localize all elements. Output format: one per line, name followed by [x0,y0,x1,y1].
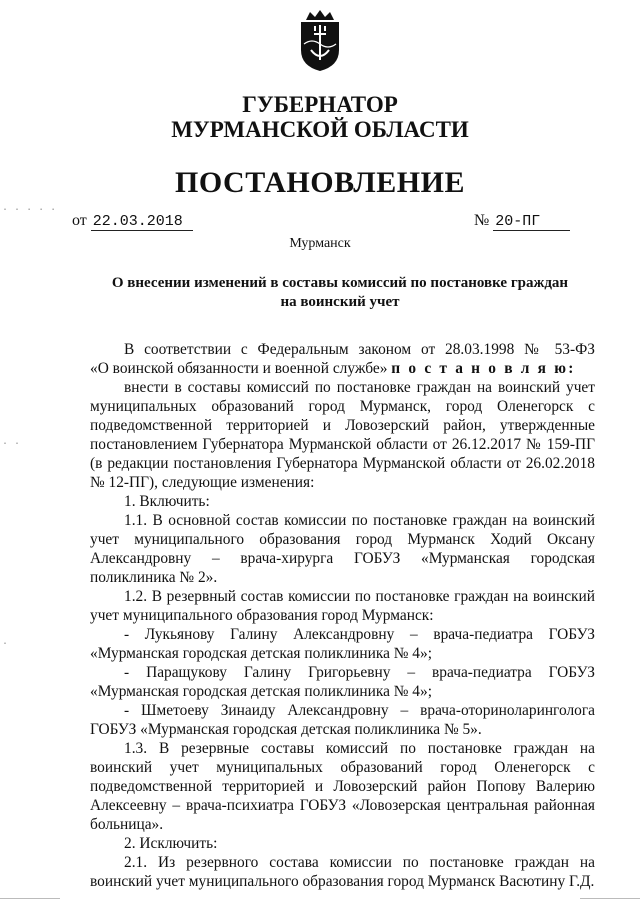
paragraph-1-3: 1.3. В резервные составы комиссий по постановке граждан на воинский учет муниципальных образований город Оленегорск с подведомственной территорией и Ловозерский район Попову Валерию Алексеевну – врача-психиатра ГОБУЗ «Ловозерская центральная районная больница». [90,740,595,833]
issuer-title-line1: ГУБЕРНАТОР [242,92,398,117]
list-item: - Паращукову Галину Григорьевну – врача-педиатра ГОБУЗ «Мурманская городская детская поликлиника № 4»; [90,664,595,700]
paragraph-exclude-heading: 2. Исключить: [124,835,218,852]
number-prefix: № [474,212,490,229]
document-body [90,340,595,891]
scan-edge-line [0,898,60,899]
scan-edge-line [580,898,640,899]
paragraph-1-2: 1.2. В резервный состав комиссии по постановке граждан на воинский учет муниципального образования город Мурманск: [90,588,595,624]
paragraph-intro: В соответствии с Федеральным законом от 28.03.1998 № 53-ФЗ [124,341,595,358]
coat-of-arms-icon [298,10,342,72]
scan-artifact: . [2,636,9,647]
document-type-title: ПОСТАНОВЛЕНИЕ [175,166,465,199]
paragraph-intro-cont [90,359,595,378]
paragraph-main: внести в составы комиссий по постановке граждан на воинский учет муниципальных образований город Мурманск, город Оленегорск с подведомственной территорией и Ловозерский район, утвержденные постановлением Губернатора Мурманской области от 26.12.2017 № 159-ПГ (в редакции постановления Губернатора Мурманской области от 26.02.2018 № 12-ПГ), следующие изменения: [90,379,595,491]
resolve-word: п о с т а н о в л я ю: [391,360,576,377]
law-title: «О воинской обязанности и военной службе» [90,360,388,377]
issuer-title-line2: МУРМАНСКОЙ ОБЛАСТИ [171,117,469,142]
document-number [474,212,570,230]
scan-artifact: . . [2,436,21,447]
paragraph-1-1: 1.1. В основной состав комиссии по постановке граждан на воинский учет муниципального образования город Мурманск Ходий Оксану Александровну – врача-хирурга ГОБУЗ «Мурманская городская поликлиника № 2». [90,512,595,586]
number-value: 20-ПГ [493,213,570,231]
document-date [72,212,193,230]
subject-line2: на воинский учет [280,294,400,310]
paragraph-include-heading: 1. Включить: [124,493,210,510]
date-value: 22.03.2018 [91,213,193,231]
list-item: - Шметоеву Зинаиду Александровну – врача-оториноларинголога ГОБУЗ «Мурманская городская детская поликлиника № 5». [90,702,595,738]
city-label: Мурманск [289,236,351,251]
scan-artifact: . . . . . [2,202,57,213]
paragraph-2-1: 2.1. Из резервного состава комиссии по постановке граждан на воинский учет муниципального образования город Мурманск Васютину Г.Д. [90,854,595,890]
subject-line1: О внесении изменений в составы комиссий по постановке граждан [111,275,569,291]
date-prefix: от [72,212,87,229]
list-item: - Лукьянову Галину Александровну – врача-педиатра ГОБУЗ «Мурманская городская детская поликлиника № 4»; [90,626,595,662]
